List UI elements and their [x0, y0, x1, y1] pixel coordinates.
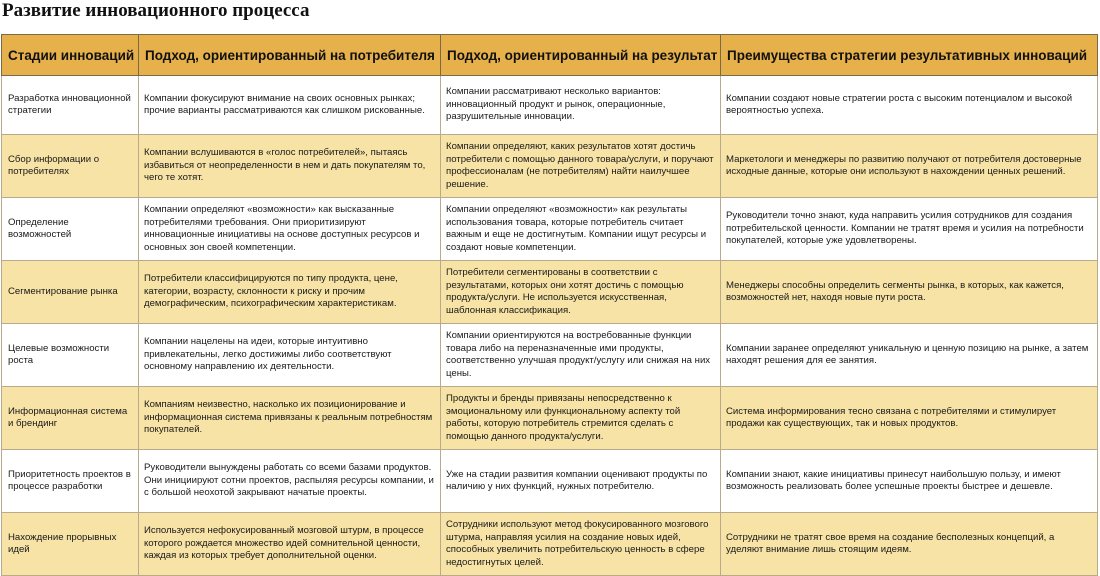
consumer-cell: Компании фокусируют внимание на своих основных рынках; прочие варианты рассматриваются как слишком рискованные. [139, 76, 441, 135]
advantage-cell: Компании создают новые стратегии роста с высоким потенциалом и высокой вероятностью успеха. [721, 76, 1098, 135]
table-row [2, 387, 1098, 450]
consumer-cell: Руководители вынуждены работать со всеми базами продуктов. Они инициируют сотни проектов, распыляя ресурсы компании, и с большой неохотой закрывают начатые проекты. [139, 450, 441, 513]
advantage-cell: Руководители точно знают, куда направить усилия сотрудников для создания потребительской ценности. Компании не тратят время и усилия на потребности покупателей, которые уже удовлетворены. [721, 198, 1098, 261]
result-cell: Сотрудники используют метод фокусированного мозгового штурма, направляя усилия на создание новых идей, способных увеличить потребительскую ценность в сфере недостигнутых целей. [441, 513, 721, 576]
result-cell: Потребители сегментированы в соответствии с результатами, которых они хотят достичь с помощью продукта/услуги. Не используется искусственная, шаблонная классификация. [441, 261, 721, 324]
advantage-cell: Маркетологи и менеджеры по развитию получают от потребителя достоверные исходные данные, которые они используют в нахождении ценных решений. [721, 135, 1098, 198]
column-header-advantage-label: Преимущества стратегии результативных инноваций [727, 47, 1088, 63]
result-cell: Компании ориентируются на востребованные функции товара либо на переназначенные ими продукты, соответственно улучшая продукт/услугу или снижая на них цены. [441, 324, 721, 387]
table-row [2, 198, 1098, 261]
advantage-cell: Сотрудники не тратят свое время на создание бесполезных концепций, а уделяют внимание лишь стоящим идеям. [721, 513, 1098, 576]
column-header-consumer [139, 35, 441, 76]
stage-cell: Информационная система и брендинг [2, 387, 139, 450]
table-row [2, 324, 1098, 387]
column-header-stage [2, 35, 139, 76]
consumer-cell: Компании определяют «возможности» как высказанные потребителями требования. Они приоритизируют инновационные инициативы на основе доступных ресурсов и основных зон своей компетенции. [139, 198, 441, 261]
advantage-cell: Система информирования тесно связана с потребителями и стимулирует продажи как существующих, так и новых продуктов. [721, 387, 1098, 450]
column-header-result-label: Подход, ориентированный на результат [447, 47, 718, 63]
result-cell: Уже на стадии развития компании оценивают продукты по наличию у них функций, нужных потребителю. [441, 450, 721, 513]
table-row [2, 135, 1098, 198]
column-header-consumer-label: Подход, ориентированный на потребителя [145, 47, 435, 63]
stage-cell: Приоритетность проектов в процессе разработки [2, 450, 139, 513]
column-header-result [441, 35, 721, 76]
column-header-advantage [721, 35, 1098, 76]
consumer-cell: Компании вслушиваются в «голос потребителей», пытаясь избавиться от неопределенности в нем и дать покупателям то, чего те хотят. [139, 135, 441, 198]
table-row [2, 450, 1098, 513]
stage-cell: Разработка инновационной стратегии [2, 76, 139, 135]
stage-cell: Сегментирование рынка [2, 261, 139, 324]
advantage-cell: Компании знают, какие инициативы принесут наибольшую пользу, и имеют возможность реализовать более успешные проекты быстрее и дешевле. [721, 450, 1098, 513]
result-cell: Продукты и бренды привязаны непосредственно к эмоциональному или функциональному аспекту той работы, которую потребитель стремится сделать с помощью данного продукта/услуги. [441, 387, 721, 450]
table-row [2, 76, 1098, 135]
innovation-table-container [1, 34, 1097, 576]
table-header-row [2, 35, 1098, 76]
table-row [2, 261, 1098, 324]
consumer-cell: Используется нефокусированный мозговой штурм, в процессе которого рождается множество идей сомнительной ценности, каждая из которых требует дополнительной оценки. [139, 513, 441, 576]
innovation-table [1, 34, 1098, 576]
advantage-cell: Компании заранее определяют уникальную и ценную позицию на рынке, а затем находят решения для ее занятия. [721, 324, 1098, 387]
result-cell: Компании определяют, каких результатов хотят достичь потребители с помощью данного товара/услуги, и поручают профессионалам (не потребителям) найти наилучшее решение. [441, 135, 721, 198]
table-row [2, 513, 1098, 576]
stage-cell: Нахождение прорывных идей [2, 513, 139, 576]
advantage-cell: Менеджеры способны определить сегменты рынка, в которых, как кажется, возможностей нет, находя новые пути роста. [721, 261, 1098, 324]
page-title: Развитие инновационного процесса [2, 0, 310, 21]
result-cell: Компании определяют «возможности» как результаты использования товара, которые потребитель считает важным и еще не достигнутым. Компании ищут ресурсы и создают новые компетенции. [441, 198, 721, 261]
column-header-stage-label: Стадии инноваций [8, 47, 135, 63]
consumer-cell: Потребители классифицируются по типу продукта, цене, категории, возрасту, склонности к риску и прочим демографическим, психографическим характеристикам. [139, 261, 441, 324]
stage-cell: Сбор информации о потребителях [2, 135, 139, 198]
consumer-cell: Компаниям неизвестно, насколько их позиционирование и информационная система привязаны к реальным потребностям покупателей. [139, 387, 441, 450]
consumer-cell: Компании нацелены на идеи, которые интуитивно привлекательны, легко достижимы либо соответствуют основному направлению их деятельности. [139, 324, 441, 387]
result-cell: Компании рассматривают несколько вариантов: инновационный продукт и рынок, операционные, разрушительные инновации. [441, 76, 721, 135]
stage-cell: Определение возможностей [2, 198, 139, 261]
stage-cell: Целевые возможности роста [2, 324, 139, 387]
